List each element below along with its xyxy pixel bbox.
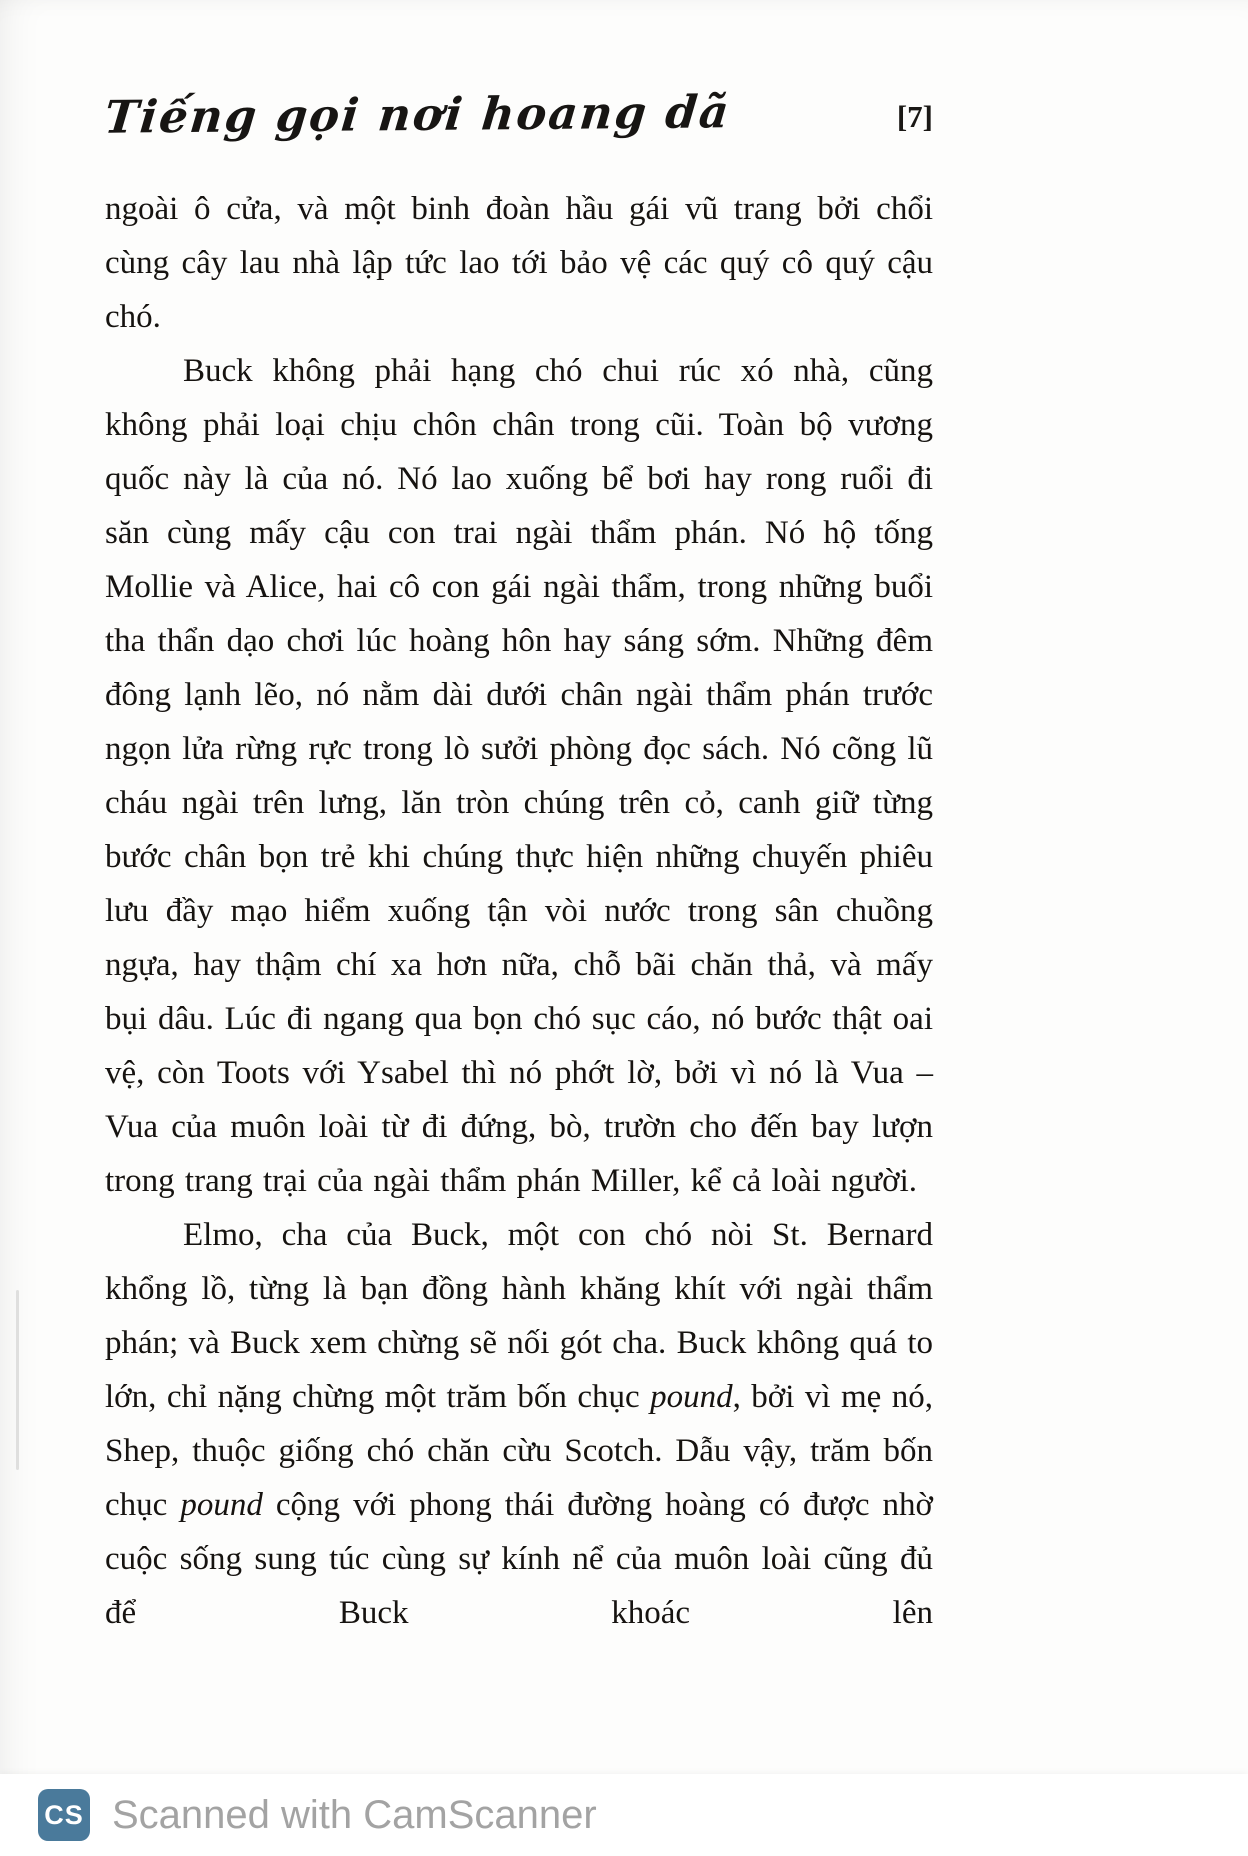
italic-text-run: pound [650,1379,733,1415]
italic-text-run: pound [180,1487,263,1523]
text-run: , bởi vì mẹ nó, Shep, thuộc giống chó chăn cừu Scotch. Dẫu vậy, trăm bốn chục [105,1379,934,1523]
camscanner-logo-icon: CS [38,1789,90,1841]
book-title: Tiếng gọi nơi hoang dã [102,85,733,144]
text-run: ngoài ô cửa, và một binh đoàn hầu gái vũ trang bởi chổi cùng cây lau nhà lập tức lao tới bảo vệ các quý cô quý cậu chó. [105,191,933,335]
paragraph [105,1208,933,1640]
page-header [102,85,933,144]
camscanner-watermark-text: Scanned with CamScanner [112,1792,597,1837]
text-run: cộng với phong thái đường hoàng có được nhờ cuộc sống sung túc cùng sự kính nể của muôn loài cũng đủ để Buck khoác lên [105,1487,933,1631]
camscanner-footer [0,1774,1248,1856]
text-run: Elmo, cha của Buck, một con chó nòi St. Bernard khổng lồ, từng là bạn đồng hành khăng khít với ngài thẩm phán; và Buck xem chừng sẽ nối gót cha. Buck không quá to lớn, chỉ nặng chừng một trăm bốn chục [105,1217,933,1415]
scan-artifact [16,1290,19,1470]
paragraph [105,182,933,344]
page-number: [7] [896,99,933,134]
paragraph [105,344,933,1208]
text-run: Buck không phải hạng chó chui rúc xó nhà, cũng không phải loại chịu chôn chân trong cũi. Toàn bộ vương quốc này là của nó. Nó lao xuống bể bơi hay rong ruổi đi săn cùng mấy cậu con trai ngài thẩm phán. Nó hộ tống Mollie và Alice, hai cô con gái ngài thẩm, trong những buổi tha thẩn dạo chơi lúc hoàng hôn hay sáng sớm. Những đêm đông lạnh lẽo, nó nằm dài dưới chân ngài thẩm phán trước ngọn lửa rừng rực trong lò sưởi phòng đọc sách. Nó cõng lũ cháu ngài trên lưng, lăn tròn chúng trên cỏ, canh giữ từng bước chân bọn trẻ khi chúng thực hiện những chuyến phiêu lưu đầy mạo hiểm xuống tận vòi nước trong sân chuồng ngựa, hay thậm chí xa hơn nữa, chỗ bãi chăn thả, và mấy bụi dâu. Lúc đi ngang qua bọn chó sục cáo, nó bước thật oai vệ, còn Toots với Ysabel thì nó phớt lờ, bởi vì nó là Vua – Vua của muôn loài từ đi đứng, bò, trườn cho đến bay lượn trong trang trại của ngài thẩm phán Miller, kể cả loài người. [105,353,933,1199]
page-body [105,182,933,1640]
